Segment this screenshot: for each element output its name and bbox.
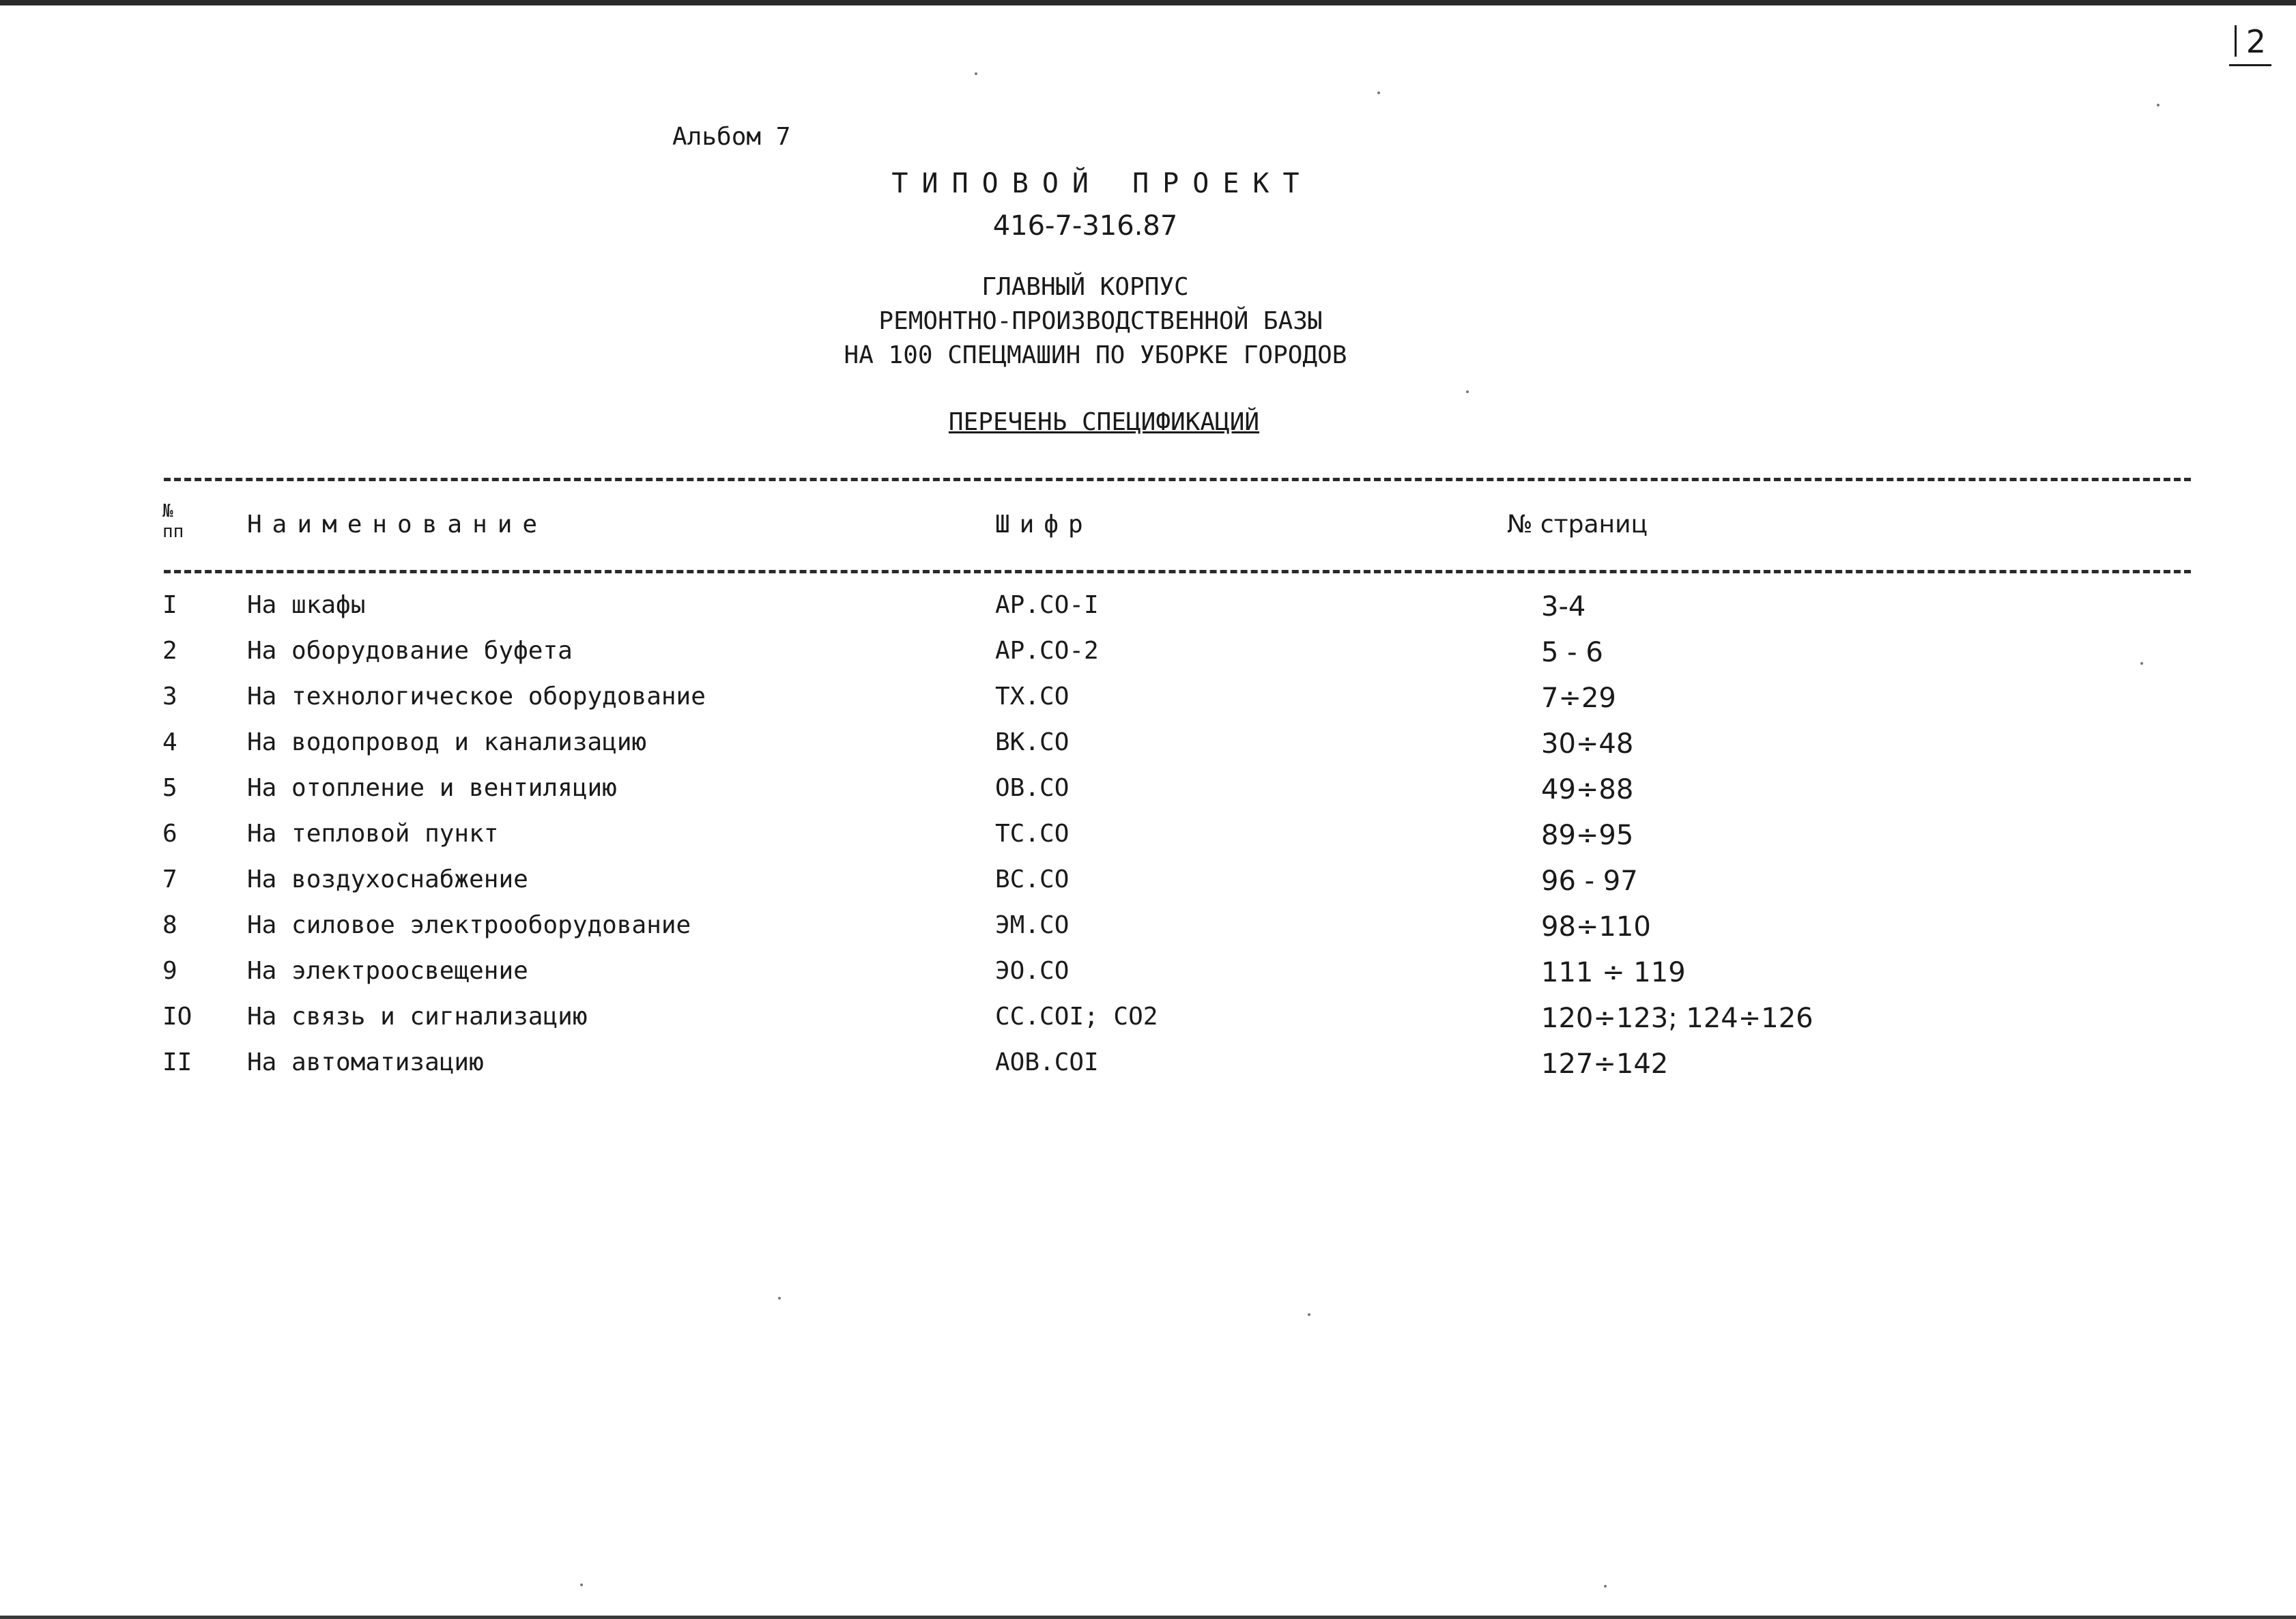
row-num: II (162, 1048, 192, 1076)
row-pages: 120÷123; 124÷126 (1541, 1003, 1813, 1034)
scan-top-edge (0, 0, 2296, 5)
list-title: ПЕРЕЧЕНЬ СПЕЦИФИКАЦИЙ (948, 408, 1260, 436)
row-pages: 3-4 (1541, 591, 1586, 622)
table-row (0, 591, 2296, 632)
sheet-number-value: 2 (2245, 23, 2266, 60)
scan-speck (1466, 390, 1469, 393)
table-row (0, 728, 2296, 769)
table-row (0, 683, 2296, 723)
table-row (0, 1003, 2296, 1044)
scan-speck (975, 72, 977, 75)
row-code: АОВ.СОI (995, 1048, 1099, 1076)
sheet-number-bar (2235, 25, 2237, 57)
header-num: № пп (162, 501, 184, 542)
scan-speck (778, 1297, 781, 1300)
table-header-divider (164, 570, 2191, 573)
table-row (0, 865, 2296, 906)
project-heading: ТИПОВОЙ ПРОЕКТ (891, 168, 1313, 199)
row-name: На технологическое оборудование (247, 683, 706, 711)
row-pages: 111 ÷ 119 (1541, 957, 1686, 988)
table-row (0, 637, 2296, 678)
row-code: ОВ.СО (995, 774, 1070, 802)
scan-bottom-edge (0, 1616, 2296, 1619)
row-num: 4 (162, 728, 177, 756)
row-code: ТС.СО (995, 820, 1070, 848)
row-code: АР.СО-2 (995, 637, 1099, 665)
row-pages: 127÷142 (1541, 1048, 1669, 1080)
header-pages: № страниц (1507, 511, 1648, 539)
row-name: На воздухоснабжение (247, 865, 528, 893)
title-line-3: НА 100 СПЕЦМАШИН ПО УБОРКЕ ГОРОДОВ (844, 341, 1347, 369)
header-name: Наименование (247, 511, 548, 539)
table-row (0, 820, 2296, 861)
row-name: На отопление и вентиляцию (247, 774, 617, 802)
row-num: 3 (162, 683, 177, 711)
row-pages: 5 - 6 (1541, 637, 1603, 668)
row-num: 5 (162, 774, 177, 802)
table-row (0, 1048, 2296, 1089)
row-code: ЭО.СО (995, 957, 1070, 985)
row-name: На оборудование буфета (247, 637, 573, 665)
title-line-1: ГЛАВНЫЙ КОРПУС (981, 273, 1189, 301)
row-code: СС.СОI; СО2 (995, 1003, 1158, 1031)
row-pages: 89÷95 (1541, 820, 1634, 851)
row-name: На автоматизацию (247, 1048, 484, 1076)
table-row (0, 957, 2296, 998)
row-name: На связь и сигнализацию (247, 1003, 588, 1031)
row-pages: 30÷48 (1541, 728, 1634, 760)
row-code: ВС.СО (995, 865, 1070, 893)
row-code: АР.СО-I (995, 591, 1099, 619)
row-code: ЭМ.СО (995, 911, 1070, 939)
sheet-number (2229, 23, 2271, 66)
row-num: 7 (162, 865, 177, 893)
row-name: На шкафы (247, 591, 366, 619)
table-row (0, 774, 2296, 815)
row-num: I (162, 591, 177, 619)
row-num: 2 (162, 637, 177, 665)
row-name: На тепловой пункт (247, 820, 499, 848)
table-row (0, 911, 2296, 952)
table-top-divider (164, 478, 2191, 481)
scan-speck (1377, 91, 1380, 94)
scan-speck (2157, 104, 2159, 106)
row-num: 6 (162, 820, 177, 848)
row-code: ВК.СО (995, 728, 1070, 756)
scan-speck (2140, 662, 2143, 665)
title-line-2: РЕМОНТНО-ПРОИЗВОДСТВЕННОЙ БАЗЫ (878, 307, 1323, 335)
row-num: 8 (162, 911, 177, 939)
row-num: 9 (162, 957, 177, 985)
row-pages: 98÷110 (1541, 911, 1651, 943)
row-name: На электроосвещение (247, 957, 528, 985)
header-code: Шифр (995, 511, 1093, 539)
row-name: На силовое электрооборудование (247, 911, 691, 939)
row-pages: 49÷88 (1541, 774, 1634, 805)
row-pages: 96 - 97 (1541, 865, 1638, 897)
project-number: 416-7-316.87 (992, 210, 1178, 242)
row-code: ТХ.СО (995, 683, 1070, 711)
scan-speck (1308, 1313, 1310, 1316)
row-pages: 7÷29 (1541, 683, 1616, 714)
scan-speck (1604, 1585, 1607, 1588)
scan-speck (580, 1584, 583, 1586)
row-name: На водопровод и канализацию (247, 728, 647, 756)
row-num: IO (162, 1003, 192, 1031)
album-label: Альбом 7 (672, 123, 791, 151)
